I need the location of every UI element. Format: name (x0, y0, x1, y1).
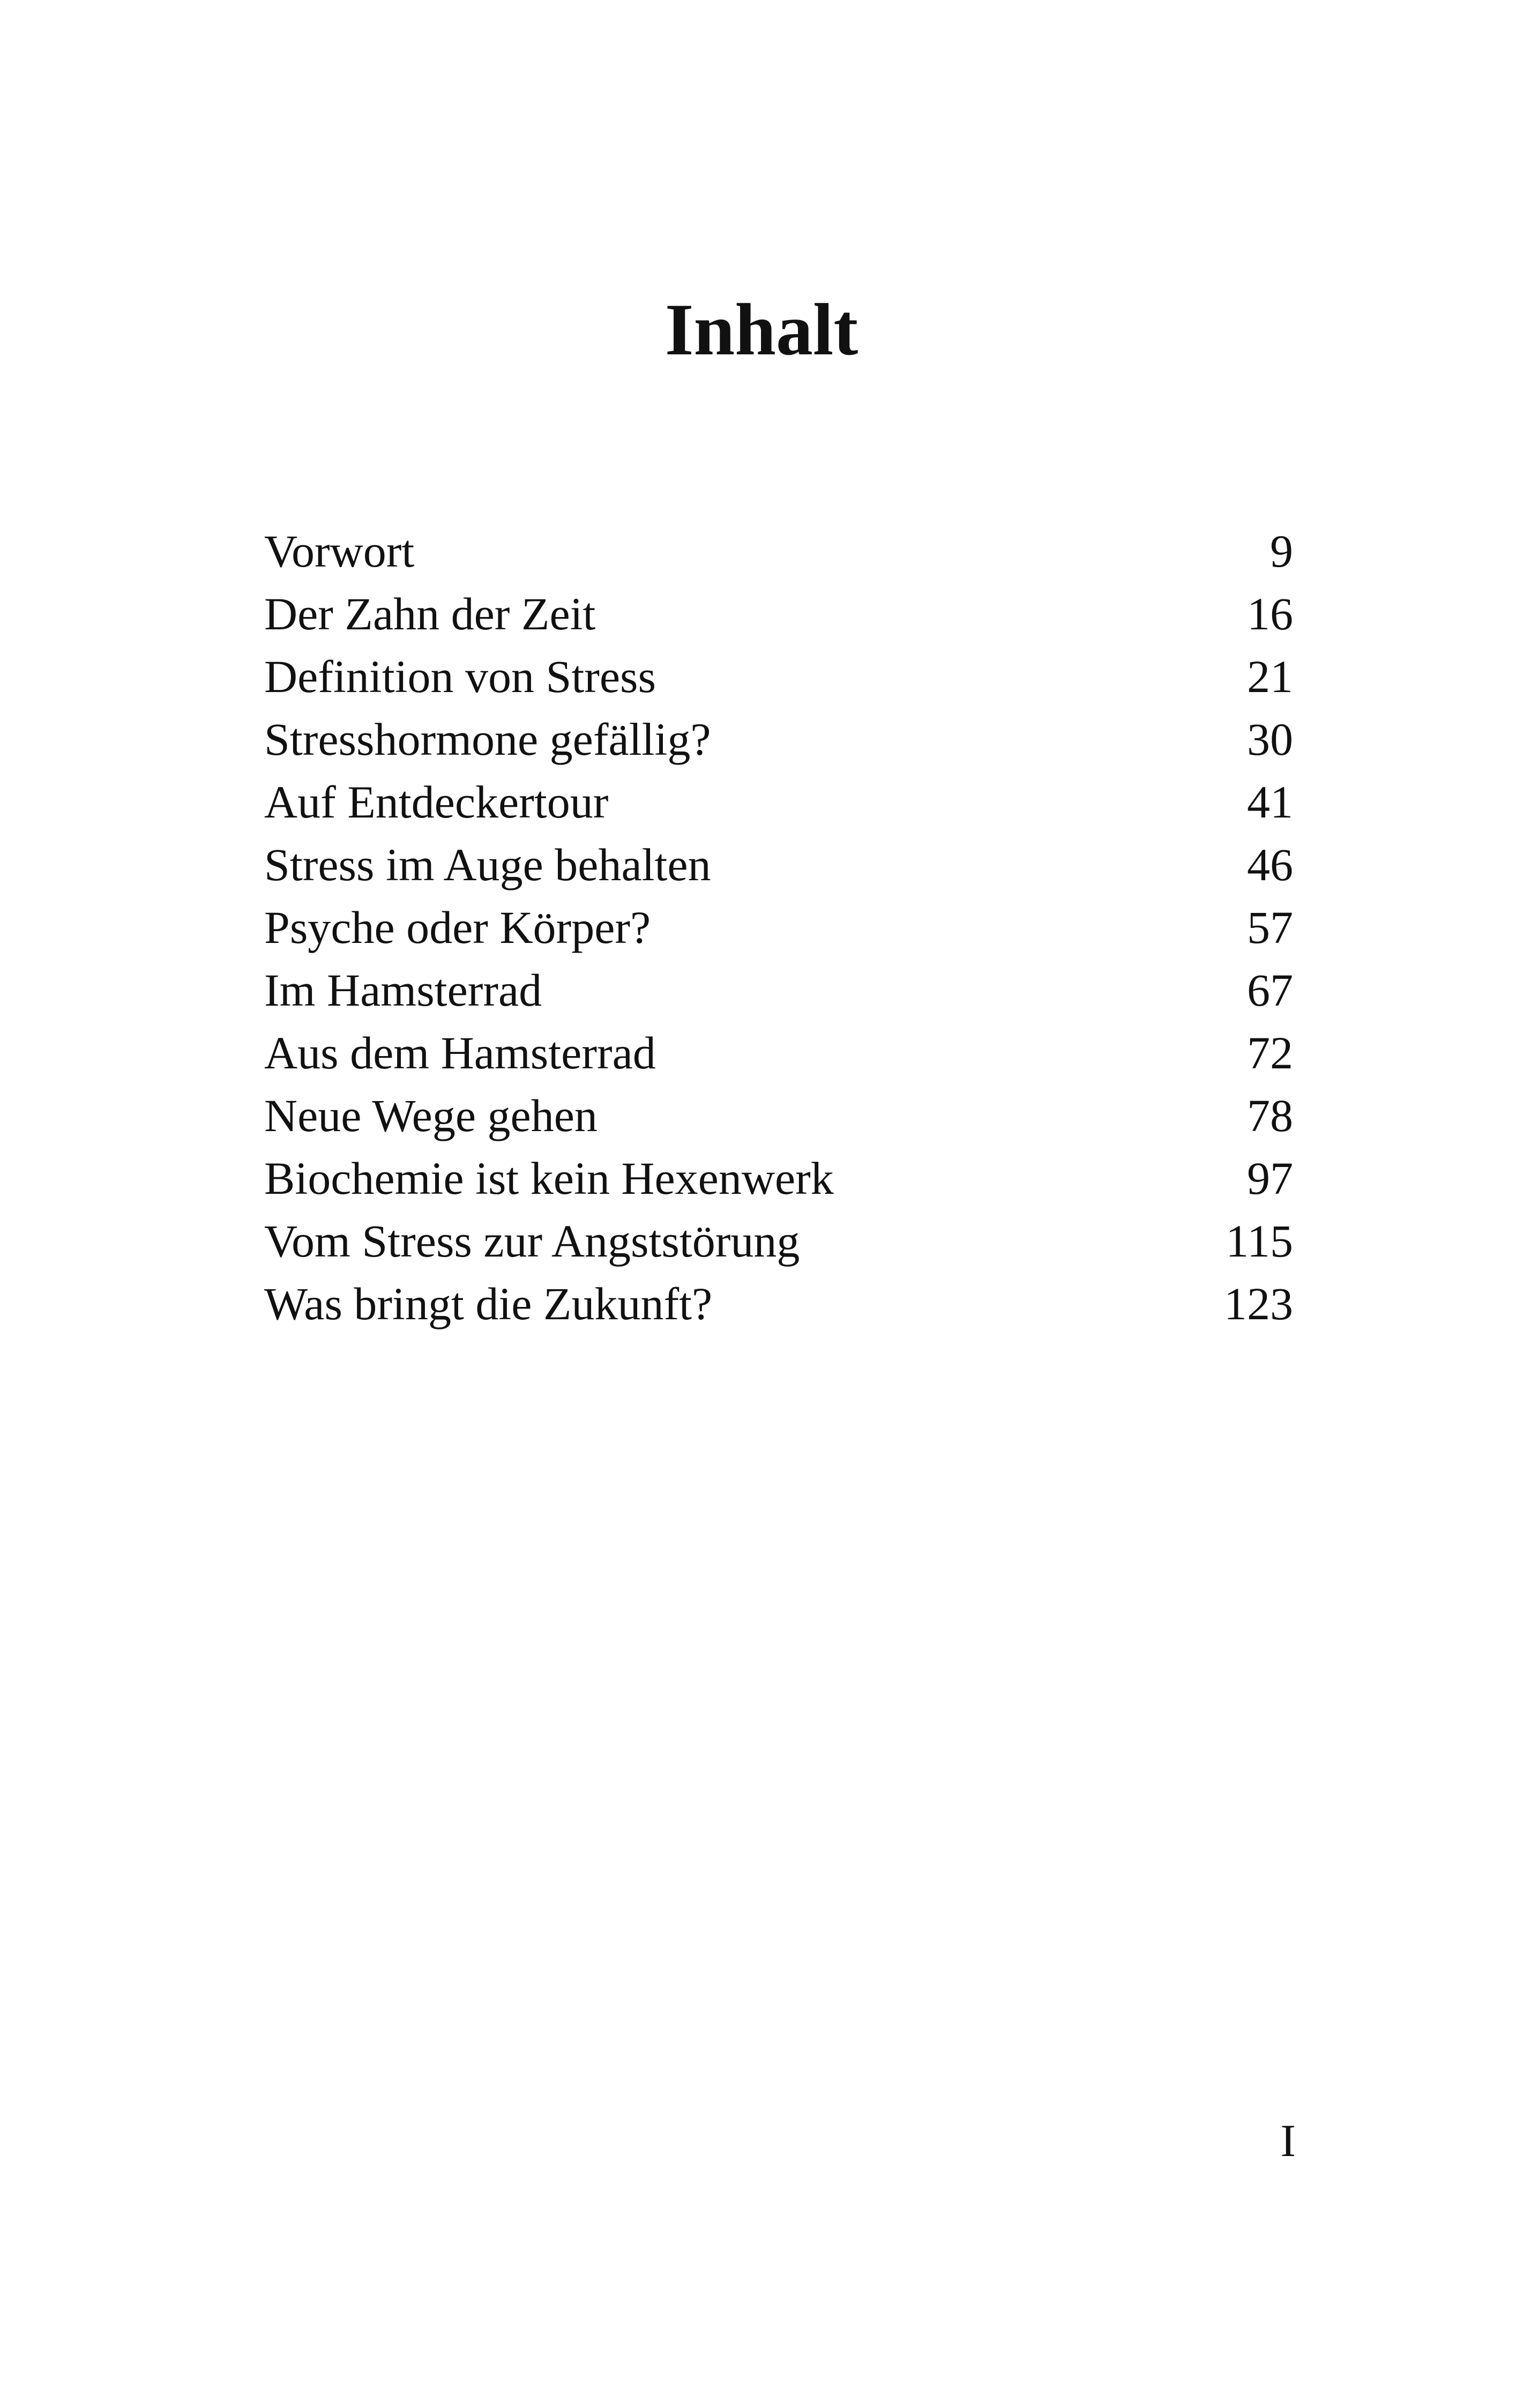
toc-entry (264, 959, 1293, 1022)
toc-entry-title: Aus dem Hamsterrad (264, 1027, 656, 1079)
toc-entry-page: 115 (1226, 1215, 1293, 1267)
toc-entry-page: 97 (1247, 1153, 1293, 1204)
toc-entry-page: 72 (1247, 1027, 1293, 1079)
table-of-contents (264, 520, 1293, 1335)
toc-entry-page: 9 (1270, 525, 1293, 577)
page-title: Inhalt (665, 288, 858, 370)
toc-entry (264, 771, 1293, 834)
toc-entry-title: Auf Entdeckertour (264, 776, 609, 828)
toc-entry-page: 30 (1247, 714, 1293, 765)
toc-entry-title: Psyche oder Körper? (264, 902, 651, 953)
toc-entry-title: Biochemie ist kein Hexenwerk (264, 1153, 834, 1204)
toc-entry-title: Definition von Stress (264, 651, 656, 702)
toc-entry-page: 123 (1224, 1278, 1293, 1329)
toc-entry-page: 41 (1247, 776, 1293, 828)
toc-entry-page: 57 (1247, 902, 1293, 953)
toc-entry (264, 708, 1293, 771)
toc-entry (264, 834, 1293, 896)
toc-entry (264, 1273, 1293, 1335)
toc-entry-title: Im Hamsterrad (264, 964, 542, 1016)
toc-entry-page: 67 (1247, 964, 1293, 1016)
toc-entry-title: Der Zahn der Zeit (264, 588, 596, 640)
toc-entry-page: 46 (1247, 839, 1293, 890)
toc-entry (264, 1147, 1293, 1210)
toc-entry-page: 21 (1247, 651, 1293, 702)
toc-entry (264, 1210, 1293, 1273)
toc-entry (264, 583, 1293, 645)
toc-entry-title: Vom Stress zur Angststörung (264, 1215, 800, 1267)
toc-entry-title: Stresshormone gefällig? (264, 714, 711, 765)
toc-entry-title: Vorwort (264, 525, 415, 577)
toc-entry-title: Stress im Auge behalten (264, 839, 711, 890)
toc-entry-title: Neue Wege gehen (264, 1090, 598, 1141)
toc-entry-page: 16 (1247, 588, 1293, 640)
toc-entry (264, 1022, 1293, 1084)
page-number: I (1280, 2115, 1296, 2166)
toc-entry (264, 520, 1293, 583)
toc-entry (264, 645, 1293, 708)
toc-entry (264, 896, 1293, 959)
toc-entry-title: Was bringt die Zukunft? (264, 1278, 713, 1329)
toc-entry (264, 1084, 1293, 1147)
toc-entry-page: 78 (1247, 1090, 1293, 1141)
